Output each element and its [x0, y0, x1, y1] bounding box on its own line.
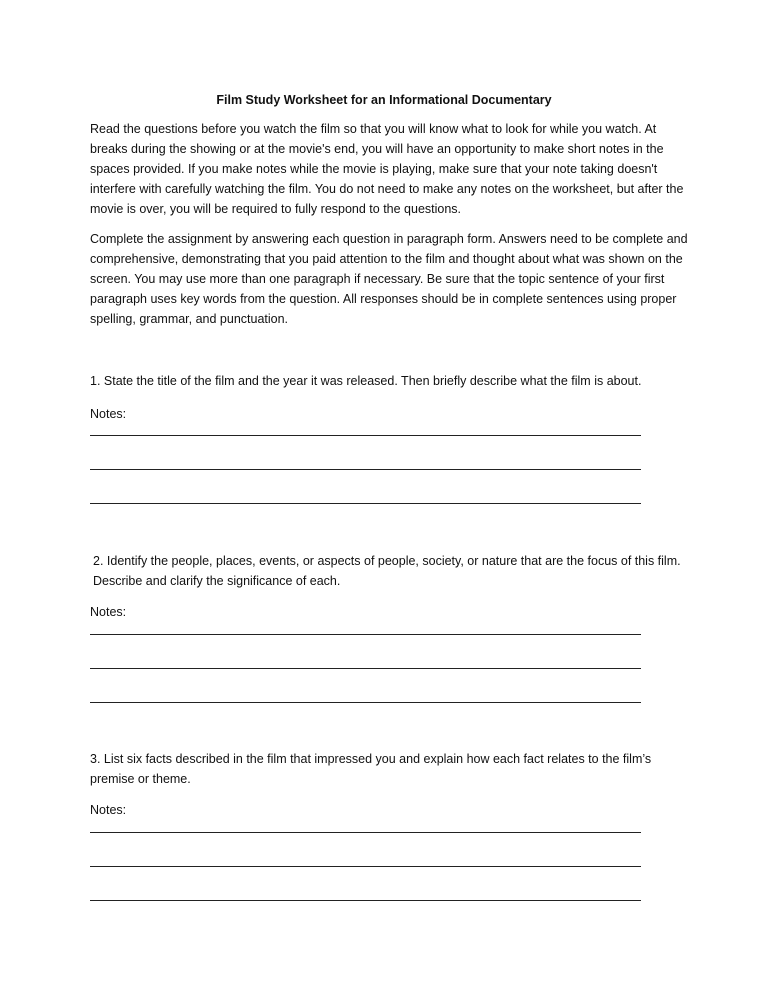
notes-label-2: Notes: [90, 605, 127, 619]
answer-line-3b [90, 866, 641, 867]
answer-line-2b [90, 668, 641, 669]
answer-line-3c [90, 900, 641, 901]
question-3: 3. List six facts described in the film that impressed you and explain how each fact relates to the film’s premise or theme. [90, 752, 652, 786]
answer-line-1b [90, 469, 641, 470]
intro-paragraph-1: Read the questions before you watch the film so that you will know what to look for while you watch. At breaks during the showing or at the movie's end, you will have an opportunity to make short notes in the spaces provided. If you make notes while the movie is playing, make sure that your note taking doesn't interfere with carefully watching the film. You do not need to make any notes on the worksheet, but after the movie is over, you will be required to fully respond to the questions. [90, 122, 684, 216]
question-2: 2. Identify the people, places, events, or aspects of people, society, or nature that are the focus of this film. Describe and clarify the significance of each. [93, 554, 681, 588]
answer-line-3a [90, 832, 641, 833]
answer-line-2c [90, 702, 641, 703]
answer-line-1c [90, 503, 641, 504]
answer-line-1a [90, 435, 641, 436]
question-1: 1. State the title of the film and the year it was released. Then briefly describe what the film is about. [90, 374, 642, 388]
notes-label-3: Notes: [90, 803, 127, 817]
notes-label-1: Notes: [90, 407, 127, 421]
intro-paragraph-2: Complete the assignment by answering each question in paragraph form. Answers need to be complete and comprehensive, demonstrating that you paid attention to the film and thought about what was shown on the screen. You may use more than one paragraph if necessary. Be sure that the topic sentence of your first paragraph uses key words from the question. All responses should be in complete sentences using proper spelling, grammar, and punctuation. [90, 232, 688, 326]
answer-line-2a [90, 634, 641, 635]
worksheet-title: Film Study Worksheet for an Informational Documentary [216, 93, 552, 107]
